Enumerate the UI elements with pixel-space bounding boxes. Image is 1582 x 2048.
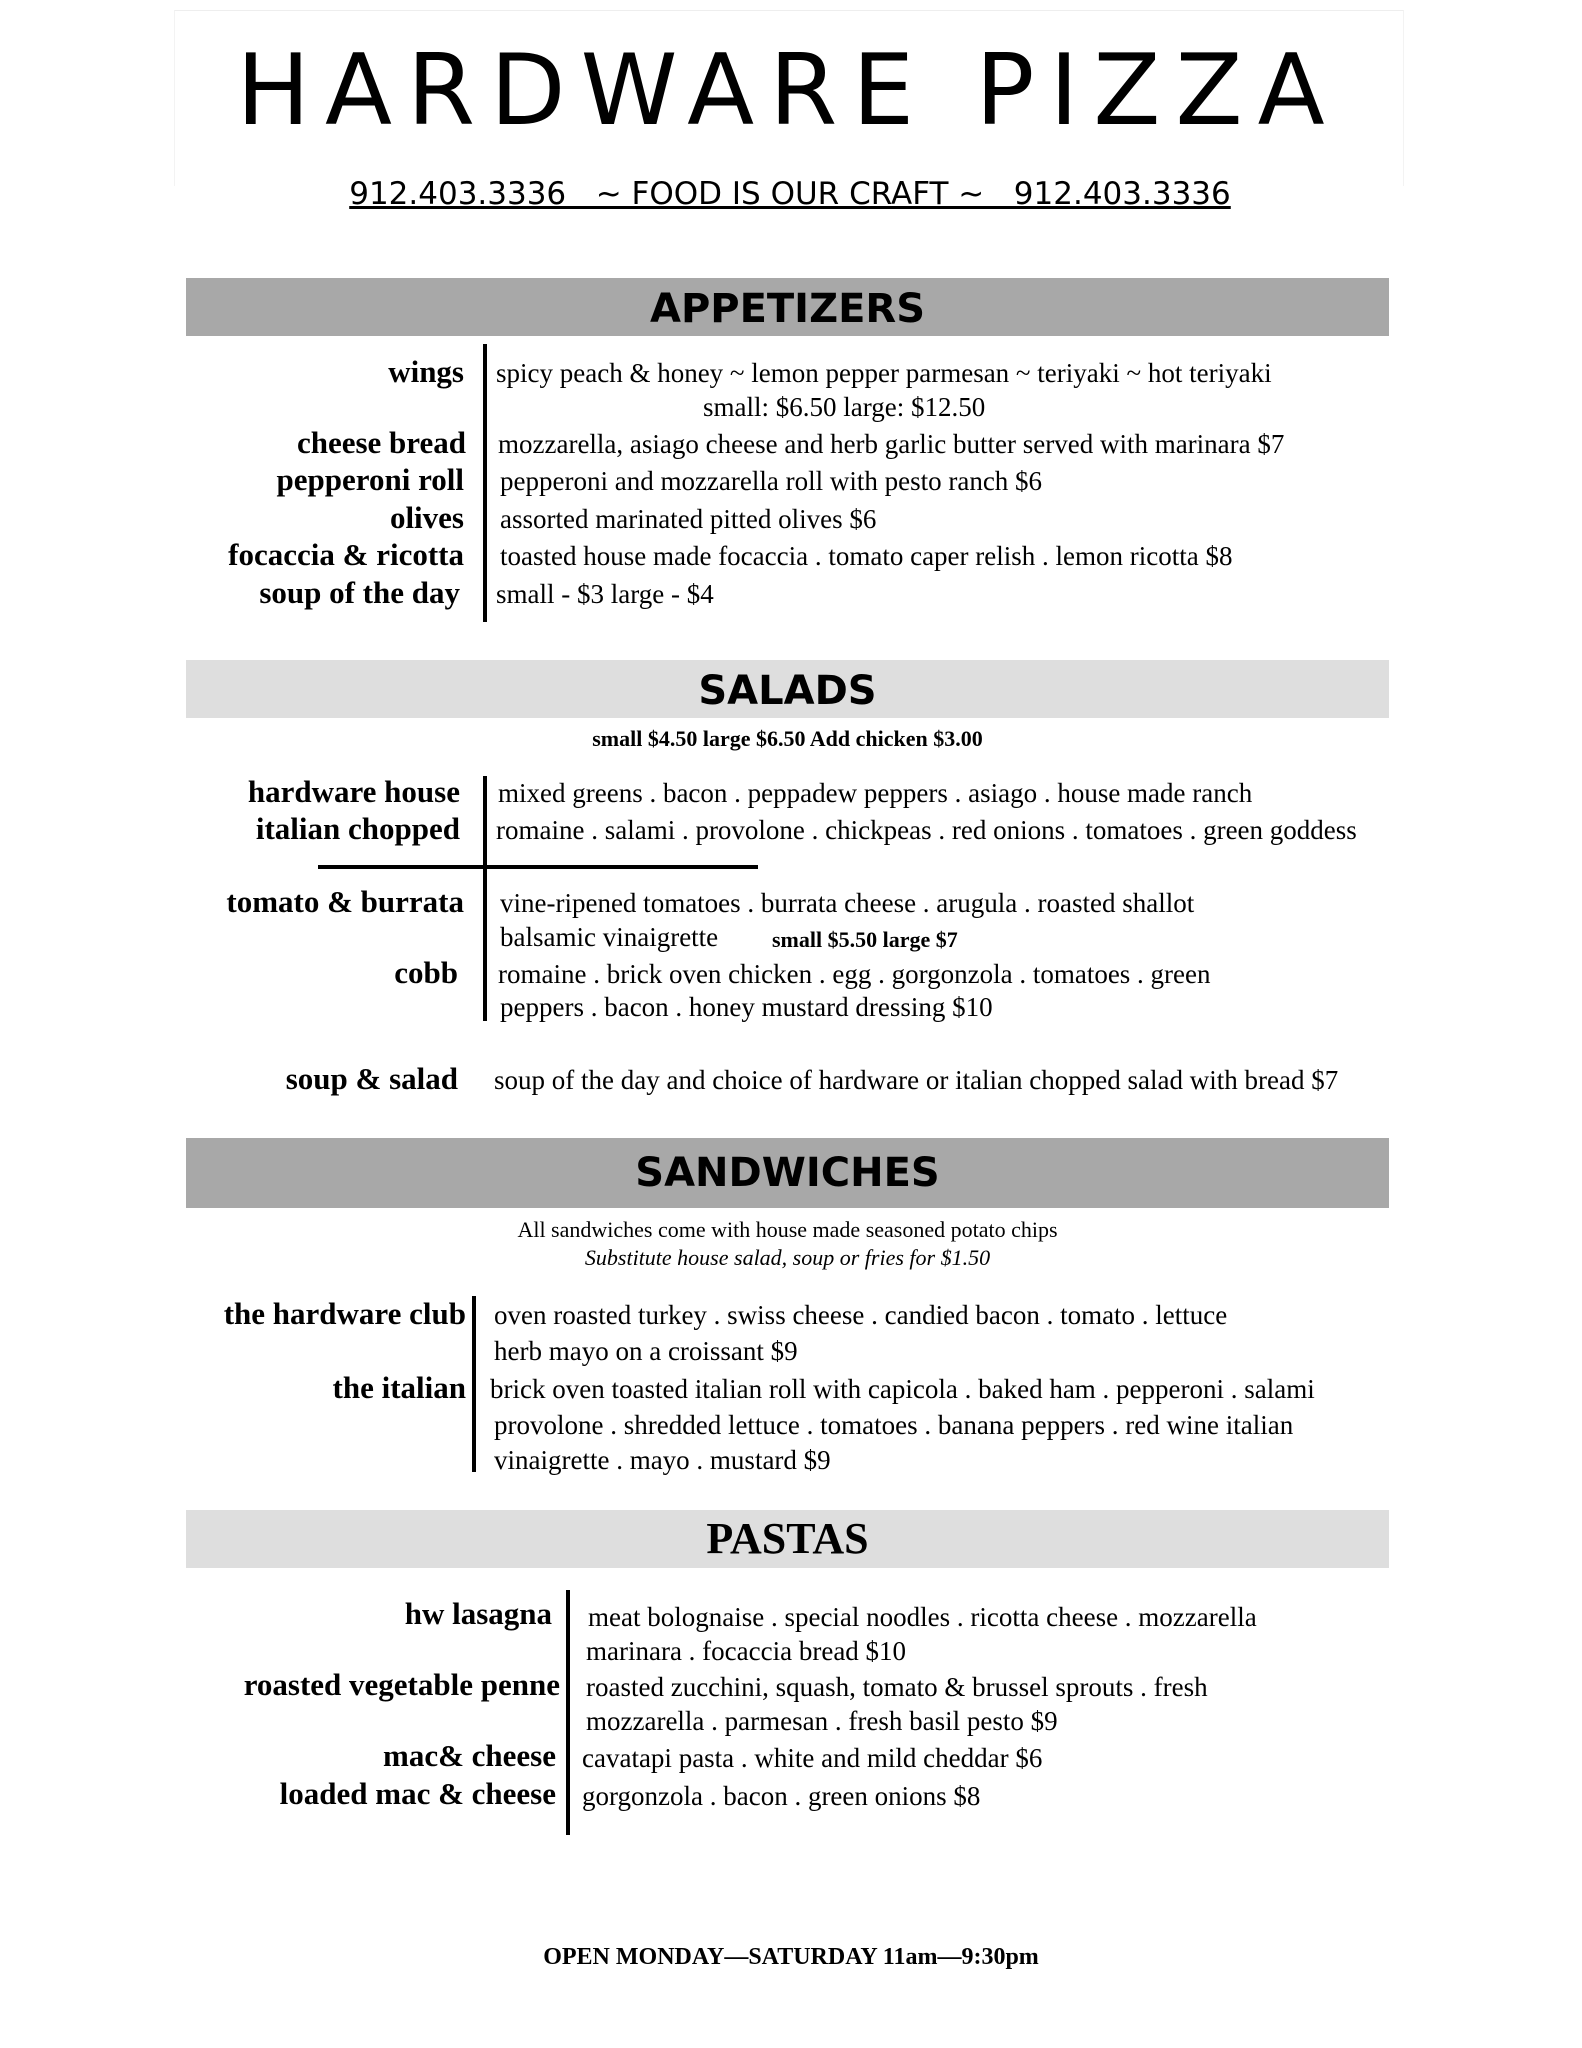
menu-item-desc-cont: herb mayo on a croissant $9: [494, 1336, 798, 1366]
menu-item-desc-cont: vinaigrette . mayo . mustard $9: [494, 1445, 831, 1475]
tagline: 912.403.3336 ~ FOOD IS OUR CRAFT ~ 912.403.3336: [349, 176, 1231, 212]
menu-item-name: wings: [388, 354, 464, 389]
menu-item-desc: meat bolognaise . special noodles . ricotta cheese . mozzarella: [588, 1602, 1257, 1632]
menu-item-desc: pepperoni and mozzarella roll with pesto ranch $6: [500, 466, 1043, 496]
salads-divider: [483, 776, 487, 1021]
menu-item-desc: romaine . salami . provolone . chickpeas . red onions . tomatoes . green goddess: [496, 815, 1357, 845]
menu-item-desc-cont: marinara . focaccia bread $10: [586, 1636, 907, 1666]
menu-item-name: focaccia & ricotta: [228, 537, 464, 572]
menu-item-desc: gorgonzola . bacon . green onions $8: [582, 1781, 981, 1811]
restaurant-logo: HARDWARE PIZZA: [236, 34, 1340, 148]
menu-item-name: soup & salad: [285, 1061, 458, 1096]
menu-item-name: cheese bread: [296, 425, 466, 460]
menu-item-name: the italian: [332, 1370, 466, 1405]
menu-item-desc: small - $3 large - $4: [496, 579, 714, 609]
menu-item-name: hardware house: [247, 774, 460, 809]
menu-item-name: pepperoni roll: [276, 462, 464, 497]
menu-item-desc-cont: peppers . bacon . honey mustard dressing $10: [500, 992, 993, 1022]
menu-item-desc: soup of the day and choice of hardware or italian chopped salad with bread $7: [494, 1065, 1339, 1095]
sandwiches-note: All sandwiches come with house made seasoned potato chips: [517, 1217, 1058, 1242]
menu-item-desc: vine-ripened tomatoes . burrata cheese . arugula . roasted shallot: [500, 888, 1195, 918]
menu-item-name: tomato & burrata: [226, 884, 464, 919]
salads-header: [186, 660, 1389, 718]
appetizers-heading: APPETIZERS: [649, 286, 926, 332]
menu-item-desc: mixed greens . bacon . peppadew peppers . asiago . house made ranch: [498, 778, 1253, 808]
menu-item-name: italian chopped: [255, 811, 460, 846]
menu-item-desc: roasted zucchini, squash, tomato & brussel sprouts . fresh: [586, 1672, 1208, 1702]
menu-item-name: roasted vegetable penne: [243, 1667, 560, 1702]
menu-item-price: small: $6.50 large: $12.50: [703, 392, 986, 422]
menu-item-desc: toasted house made focaccia . tomato caper relish . lemon ricotta $8: [500, 541, 1233, 571]
menu-item-desc-cont: balsamic vinaigrette: [500, 922, 719, 952]
menu-item-desc-cont: mozzarella . parmesan . fresh basil pesto $9: [586, 1706, 1058, 1736]
menu-item-name: soup of the day: [259, 575, 460, 610]
sandwiches-header: [186, 1138, 1389, 1208]
menu-item-name: olives: [389, 500, 464, 535]
appetizers-divider: [483, 344, 487, 622]
sandwiches-heading: SANDWICHES: [635, 1150, 940, 1196]
salads-cross-rule: [318, 865, 758, 869]
menu-item-desc: mozzarella, asiago cheese and herb garlic butter served with marinara $7: [498, 429, 1285, 459]
pastas-header: [186, 1510, 1389, 1568]
menu-item-desc: brick oven toasted italian roll with capicola . baked ham . pepperoni . salami: [490, 1374, 1315, 1404]
sandwiches-substitute-note: Substitute house salad, soup or fries for $1.50: [584, 1245, 991, 1270]
menu-item-desc: spicy peach & honey ~ lemon pepper parmesan ~ teriyaki ~ hot teriyaki: [496, 358, 1272, 388]
menu-item-desc: romaine . brick oven chicken . egg . gorgonzola . tomatoes . green: [498, 959, 1211, 989]
pastas-divider: [566, 1590, 570, 1835]
sandwiches-divider: [472, 1296, 476, 1472]
menu-item-desc-cont: provolone . shredded lettuce . tomatoes . banana peppers . red wine italian: [494, 1410, 1294, 1440]
salads-pricing: small $4.50 large $6.50 Add chicken $3.00: [592, 726, 983, 751]
salads-heading: SALADS: [698, 668, 877, 714]
menu-item-price: small $5.50 large $7: [772, 927, 958, 952]
menu-item-name: mac& cheese: [383, 1738, 556, 1773]
menu-item-desc: oven roasted turkey . swiss cheese . candied bacon . tomato . lettuce: [494, 1300, 1228, 1330]
menu-item-desc: cavatapi pasta . white and mild cheddar $6: [582, 1743, 1043, 1773]
menu-item-name: hw lasagna: [404, 1596, 552, 1631]
menu-item-name: loaded mac & cheese: [279, 1776, 556, 1811]
opening-hours: OPEN MONDAY—SATURDAY 11am—9:30pm: [543, 1944, 1039, 1970]
pastas-heading: PASTAS: [706, 1514, 869, 1563]
appetizers-header: [186, 278, 1389, 336]
menu-item-desc: assorted marinated pitted olives $6: [500, 504, 877, 534]
menu-item-name: cobb: [394, 955, 458, 990]
menu-item-name: the hardware club: [223, 1296, 466, 1331]
